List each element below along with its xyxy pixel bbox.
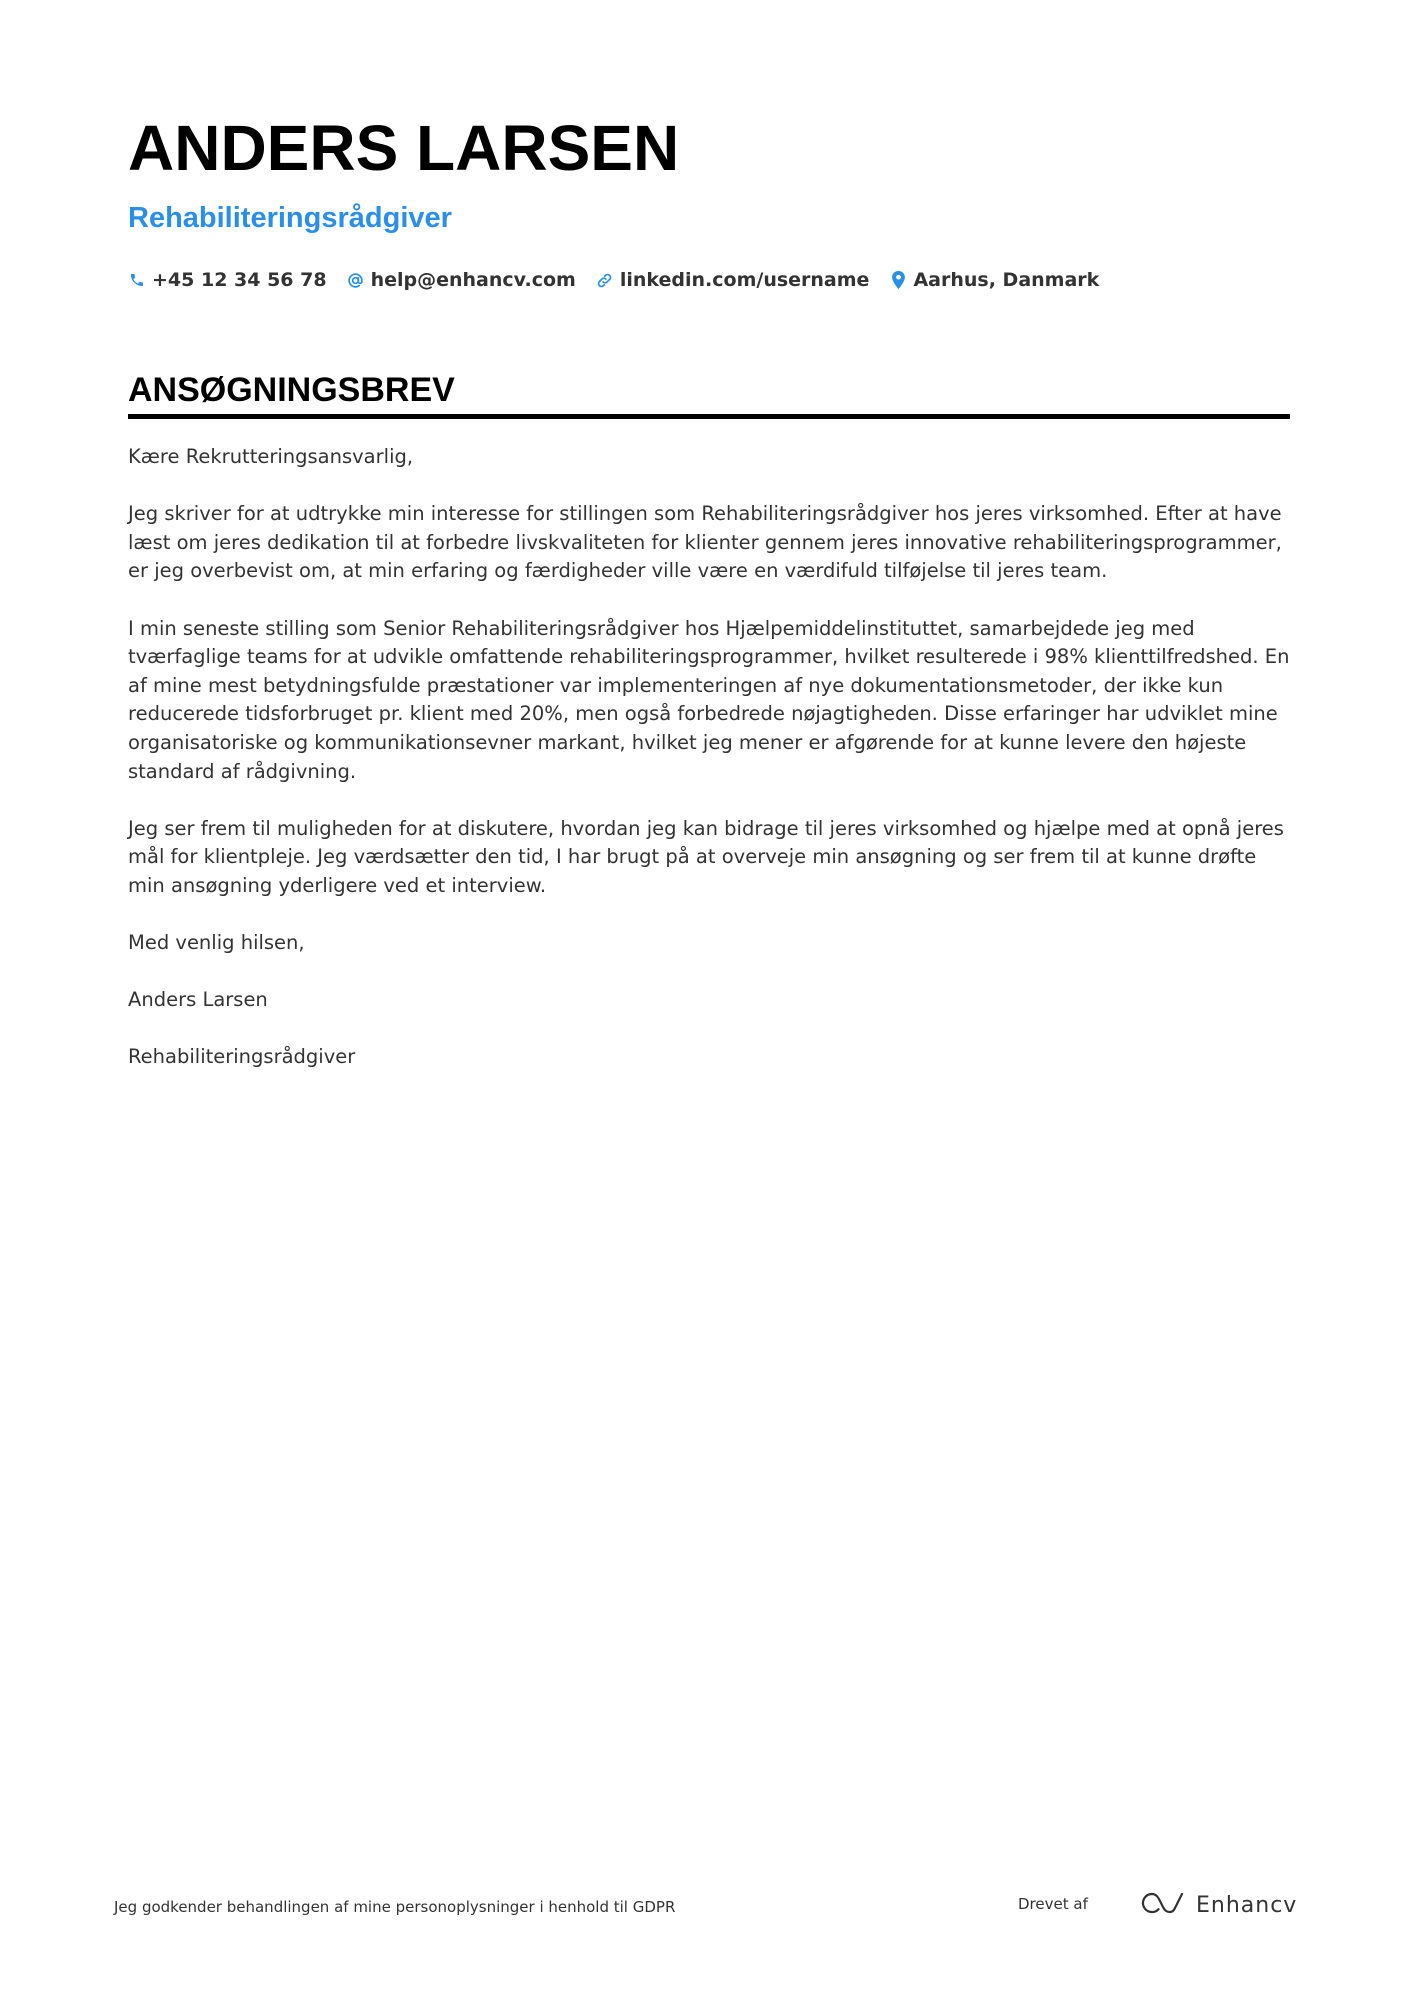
contact-row [128, 264, 1290, 296]
link-icon [596, 271, 614, 289]
signature-title: Rehabiliteringsrådgiver [128, 1045, 356, 1069]
letter-paragraph: Jeg skriver for at udtrykke min interesse for stillingen som Rehabiliteringsrådgiver hos jeres virksomhed. Efter at have læst om jeres dedikation til at forbedre livskvaliteten for klienter gennem jeres innovative rehabiliteringsprogrammer, er jeg overbevist om, at min erfaring og færdigheder ville være en værdifuld tilføjelse til jeres team. [128, 502, 1282, 583]
section-title: ANSØGNINGSBREV [128, 368, 1290, 419]
phone-icon [128, 271, 146, 289]
applicant-name: ANDERS LARSEN [128, 112, 680, 184]
contact-email[interactable] [347, 269, 576, 291]
at-icon [347, 271, 365, 289]
letter-body [128, 443, 1290, 1072]
location-pin-icon [889, 271, 907, 289]
letter-closing: Med venlig hilsen, [128, 931, 305, 955]
applicant-role: Rehabiliteringsrådgiver [128, 202, 452, 234]
contact-phone[interactable] [128, 269, 327, 291]
contact-location [889, 269, 1099, 291]
enhancv-logo[interactable] [1140, 1890, 1297, 1920]
signature-name: Anders Larsen [128, 988, 268, 1012]
letter-paragraph: I min seneste stilling som Senior Rehabiliteringsrådgiver hos Hjælpemiddelinstituttet, samarbejdede jeg med tværfaglige teams for at udvikle omfattende rehabiliteringsprogrammer, hvilket resulterede i 98% klienttilfredshed. En af mine mest betydningsfulde præstationer var implementeringen af nye dokumentationsmetoder, der ikke kun reducerede tidsforbruget pr. klient med 20%, men også forbedrede nøjagtigheden. Disse erfaringer har udviklet mine organisatoriske og kommunikationsevner markant, hvilket jeg mener er afgørende for at kunne levere den højeste standard af rådgivning. [128, 616, 1290, 783]
page-footer [114, 1890, 1298, 1930]
enhancv-logo-icon [1140, 1890, 1186, 1920]
gdpr-consent: Jeg godkender behandlingen af mine personoplysninger i henhold til GDPR [114, 1898, 676, 1916]
brand-name: Enhancv [1196, 1892, 1298, 1918]
contact-linkedin[interactable] [596, 269, 870, 291]
powered-by-label: Drevet af [1018, 1895, 1088, 1913]
location-text: Aarhus, Danmark [913, 269, 1100, 291]
linkedin-url: linkedin.com/username [619, 269, 870, 291]
cover-letter-page [128, 108, 1290, 1101]
letter-paragraph: Jeg ser frem til muligheden for at diskutere, hvordan jeg kan bidrage til jeres virksomhed og hjælpe med at opnå jeres mål for klientpleje. Jeg værdsætter den tid, I har brugt på at overveje min ansøgning og ser frem til at kunne drøfte min ansøgning yderligere ved et interview. [128, 816, 1284, 897]
phone-number: +45 12 34 56 78 [152, 269, 327, 291]
letter-greeting: Kære Rekrutteringsansvarlig, [128, 445, 414, 468]
email-address: help@enhancv.com [370, 269, 576, 291]
